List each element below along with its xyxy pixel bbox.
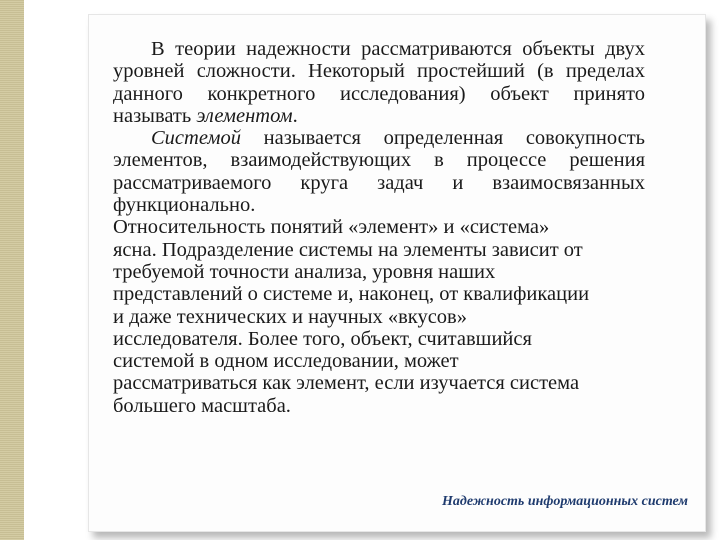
paragraph-system-definition — [113, 127, 645, 216]
slide-body — [113, 38, 645, 417]
paragraph-3-line: требуемой точности анализа, уровня наших — [113, 260, 496, 283]
paragraph-3-line: представлений о системе и, наконец, от квалификации — [113, 283, 590, 306]
decorative-left-band — [0, 0, 24, 540]
term-system: Системой — [151, 127, 241, 150]
paragraph-3-line: системой в одном исследовании, может — [113, 350, 459, 373]
paragraph-relativity — [113, 216, 645, 417]
paragraph-3-line: рассматриваться как элемент, если изучается система — [113, 372, 580, 395]
paragraph-3-line: большего масштаба. — [113, 394, 291, 417]
paragraph-2-text: называется определенная совокупность элементов, взаимодействующих в процессе решения рассматриваемого круга задач и взаимосвязанных функционально. — [113, 127, 645, 217]
paragraph-3-line: и даже технических и научных «вкусов» — [113, 305, 467, 328]
slide-footer-title: Надежность информационных систем — [442, 494, 688, 509]
paragraph-1-text: В теории надежности рассматриваются объекты двух уровней сложности. Некоторый простейший (в пределах данного конкретного исследования) объект принято называть — [113, 38, 645, 127]
paragraph-3-line: ясна. Подразделение системы на элементы зависит от — [113, 238, 583, 261]
term-element: элементом — [196, 104, 293, 127]
definitions-section — [113, 38, 645, 216]
paragraph-element-definition — [113, 38, 645, 127]
paragraph-3-line: Относительность понятий «элемент» и «система» — [113, 216, 550, 239]
paragraph-1-end: . — [292, 104, 298, 127]
paragraph-3-line: исследователя. Более того, объект, считавшийся — [113, 327, 532, 350]
